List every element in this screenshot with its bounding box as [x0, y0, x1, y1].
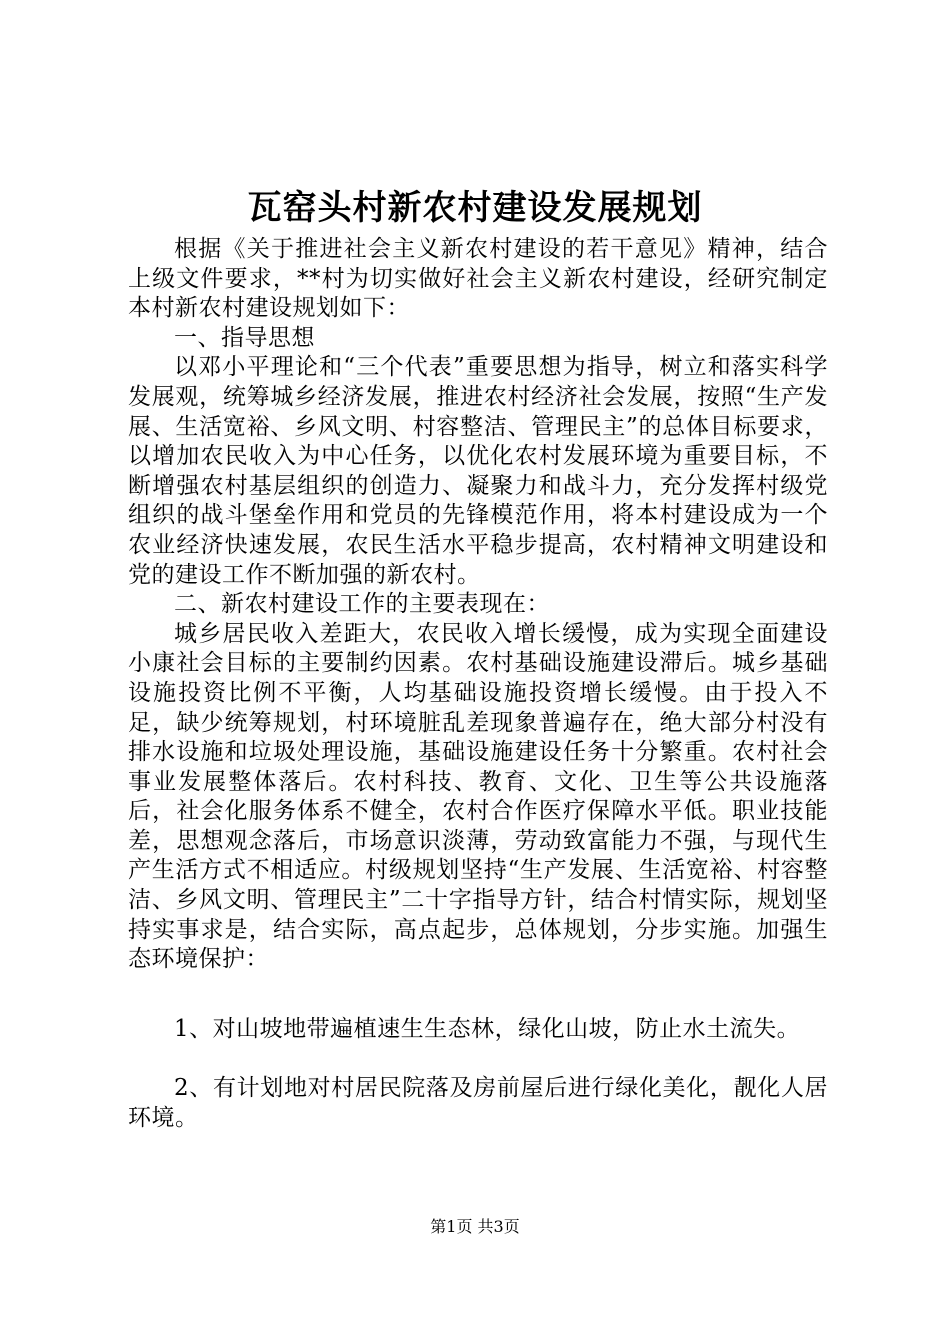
guiding-paragraph: 以邓小平理论和“三个代表”重要思想为指导，树立和落实科学发展观，统筹城乡经济发展，推进农村经济社会发展，按照“生产发展、生活宽裕、乡风文明、村容整洁、管理民主”的总体目标要求，以增加农民收入为中心任务，以优化农村发展环境为重要目标，不断增强农村基层组织的创造力、凝聚力和战斗力，充分发挥村级党组织的战斗堡垒作用和党员的先锋模范作用，将本村建设成为一个农业经济快速发展，农民生活水平稳步提高，农村精神文明建设和党的建设工作不断加强的新农村。: [128, 354, 828, 588]
issues-paragraph: 城乡居民收入差距大，农民收入增长缓慢，成为实现全面建设小康社会目标的主要制约因素。农村基础设施建设滞后。城乡基础设施投资比例不平衡，人均基础设施投资增长缓慢。由于投入不足，缺少统筹规划，村环境脏乱差现象普遍存在，绝大部分村没有排水设施和垃圾处理设施，基础设施建设任务十分繁重。农村社会事业发展整体落后。农村科技、教育、文化、卫生等公共设施落后，社会化服务体系不健全，农村合作医疗保障水平低。职业技能差，思想观念落后，市场意识淡薄，劳动致富能力不强，与现代生产生活方式不相适应。村级规划坚持“生产发展、生活宽裕、村容整洁、乡风文明、管理民主”二十字指导方针，结合村情实际，规划坚持实事求是，结合实际，高点起步，总体规划，分步实施。加强生态环境保护：: [128, 620, 828, 973]
section-heading-issues: 二、新农村建设工作的主要表现在：: [174, 591, 550, 618]
list-item-2: 2、有计划地对村居民院落及房前屋后进行绿化美化，靓化人居环境。: [128, 1075, 828, 1132]
intro-paragraph: 根据《关于推进社会主义新农村建设的若干意见》精神，结合上级文件要求，**村为切实做好社会主义新农村建设，经研究制定本村新农村建设规划如下：: [128, 236, 828, 322]
list-item-1: 1、对山坡地带遍植速生生态林，绿化山坡，防止水土流失。: [174, 1015, 801, 1042]
document-title: 瓦窑头村新农村建设发展规划: [247, 188, 703, 228]
section-heading-guiding: 一、指导思想: [174, 324, 315, 351]
page-number-footer: 第1页 共3页: [430, 1217, 520, 1236]
document-body: [128, 235, 828, 1134]
